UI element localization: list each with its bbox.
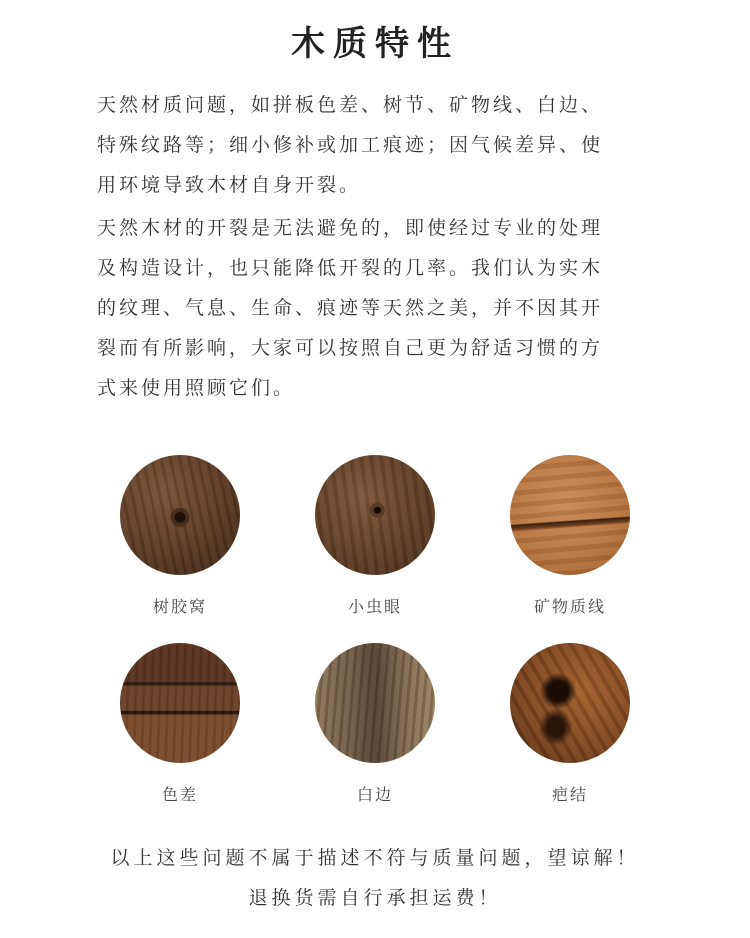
return-policy-line: 退换货需自行承担运费！ (248, 887, 502, 909)
sample-label: 疤结 (551, 785, 588, 804)
page-title: 木质特性 (291, 24, 459, 64)
wood-sample-image (315, 455, 435, 575)
sample-mineral-line (490, 455, 650, 619)
disclaimer-line: 以上这些问题不属于描述不符与质量问题，望谅解！ (110, 847, 640, 869)
sample-sapwood (295, 643, 455, 807)
paragraph-line: 及构造设计，也只能降低开裂的几率。我们认为实木 (97, 257, 604, 279)
sample-label: 矿物质线 (533, 597, 606, 616)
sample-label: 小虫眼 (347, 597, 402, 616)
paragraph-line: 天然木材的开裂是无法避免的，即使经过专业的处理 (97, 217, 604, 239)
sample-label: 树胶窝 (152, 597, 207, 616)
wood-sample-image (510, 643, 630, 763)
wood-sample-image (315, 643, 435, 763)
paragraph-line: 式来使用照顾它们。 (97, 377, 296, 399)
sample-knot (490, 643, 650, 807)
paragraph-line: 的纹理、气息、生命、痕迹等天然之美，并不因其开 (97, 297, 604, 319)
paragraph-line: 天然材质问题，如拼板色差、树节、矿物线、白边、 (97, 94, 604, 116)
paragraph-line: 裂而有所影响，大家可以按照自己更为舒适习惯的方 (97, 337, 604, 359)
wood-sample-image (120, 455, 240, 575)
sample-wormhole (295, 455, 455, 619)
sample-label: 色差 (161, 785, 198, 804)
paragraph-line: 用环境导致木材自身开裂。 (97, 174, 362, 196)
sample-label: 白边 (356, 785, 393, 804)
paragraph-line: 特殊纹路等；细小修补或加工痕迹；因气候差异、使 (97, 134, 604, 156)
wood-sample-image (120, 643, 240, 763)
sample-gum-pocket (100, 455, 260, 619)
wood-sample-image (510, 455, 630, 575)
sample-color-difference (100, 643, 260, 807)
